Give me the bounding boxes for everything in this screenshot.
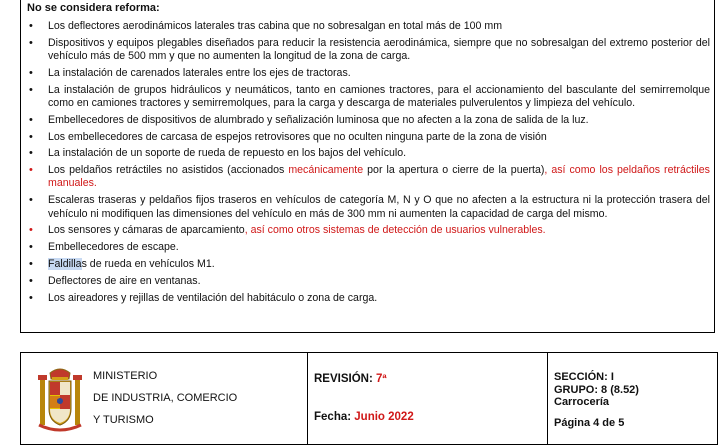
bullet-icon: • [29, 194, 33, 207]
bullet-icon: • [29, 147, 33, 160]
bullet-icon: • [29, 20, 33, 32]
revision-value: 7ª [376, 373, 387, 385]
bullet-icon: • [29, 36, 33, 49]
section-number: SECCIÓN: I [554, 371, 614, 383]
exclusions-list [27, 20, 710, 308]
bullet-icon: • [29, 274, 33, 287]
list-item-text: Embellecedores de dispositivos de alumbrado y señalización luminosa que no afecten a la zona de salida de la luz. [48, 113, 589, 126]
date-value: Junio 2022 [354, 411, 414, 423]
list-item [27, 147, 710, 160]
revision-label: REVISIÓN: [314, 373, 373, 385]
list-item-text: Faldilla [48, 257, 82, 270]
group-title: Carrocería [554, 396, 610, 408]
list-item-text: por la apertura o cierre de la puerta) [363, 164, 545, 177]
date-field [314, 411, 414, 423]
ministry-line-2: DE INDUSTRIA, COMERCIO [93, 392, 238, 404]
list-item [27, 114, 710, 127]
list-item-text: La instalación de carenados laterales entre los ejes de tractoras. [48, 66, 351, 79]
revision-field [314, 373, 387, 385]
page-number: Página 4 de 5 [554, 417, 625, 429]
revision-cell [308, 353, 548, 444]
list-item-text: Los deflectores aerodinámicos laterales tras cabina que no sobresalgan en total más de 100 mm [48, 20, 503, 32]
reform-exclusions-box [20, 0, 715, 333]
bullet-icon: • [29, 291, 33, 304]
list-item [27, 164, 710, 191]
list-item-text: , así como otros sistemas de detección de usuarios vulnerables. [244, 224, 546, 237]
ministry-line-1: MINISTERIO [93, 370, 158, 382]
list-item-text: Embellecedores de escape. [48, 241, 179, 254]
bullet-icon: • [29, 113, 33, 126]
list-item-text: s de rueda en vehículos M1. [81, 257, 215, 270]
bullet-icon: • [29, 83, 33, 96]
list-item [27, 67, 710, 80]
ministry-cell [21, 353, 308, 444]
list-item-text: Escaleras traseras y peldaños fijos traseros en vehículos de categoría M, N y O que no afecten a la estructura ni la protección trasera del vehículo ni modifiquen las dimensiones del vehículo en más de 300 mm ni aumenten la capacidad de carga del mismo. [48, 194, 710, 220]
list-item-text: Los sensores y cámaras de aparcamiento [48, 224, 245, 237]
list-item [27, 194, 710, 221]
list-item-text: La instalación de un soporte de rueda de repuesto en los bajos del vehículo. [48, 147, 407, 160]
list-item-text: , así como los peldaños retráctiles manuales. [48, 164, 710, 190]
bullet-icon: • [29, 66, 33, 79]
list-item-text: Dispositivos y equipos plegables diseñados para reducir la resistencia aerodinámica, siempre que no sobresalgan del extremo posterior del vehículo más de 500 mm y que no aumenten la longitud de la zona de carga. [48, 36, 710, 63]
group-number: GRUPO: 8 (8.52) [554, 383, 639, 396]
list-item-text: La instalación de grupos hidráulicos y neumáticos, tanto en camiones tractores, para el accionamiento del basculante del semirremolque como en camiones tractores y semirremolques, para la carga y descarga de materiales pulverulentos y limpieza del vehículo. [48, 83, 710, 109]
bullet-icon: • [29, 130, 33, 143]
section-cell [548, 353, 717, 444]
page-footer [20, 352, 718, 445]
list-item-text: Los embellecedores de carcasa de espejos retrovisores que no oculten ninguna parte de la zona de visión [48, 130, 547, 143]
list-item [27, 224, 710, 237]
date-label: Fecha: [314, 411, 352, 423]
bullet-icon: • [29, 164, 33, 177]
coat-of-arms-icon [35, 365, 85, 437]
list-item-text: Los aireadores y rejillas de ventilación del habitáculo o zona de carga. [48, 291, 378, 304]
list-item-text: Deflectores de aire en ventanas. [48, 274, 201, 287]
list-item [27, 37, 710, 64]
bullet-icon: • [29, 257, 33, 270]
list-item [27, 292, 710, 305]
list-item [27, 258, 710, 271]
section-heading: No se considera reforma: [27, 2, 160, 14]
list-item-text: mecánicamente [288, 164, 364, 177]
list-item [27, 20, 710, 33]
list-item [27, 84, 710, 111]
list-item [27, 241, 710, 254]
bullet-icon: • [29, 224, 33, 237]
list-item [27, 275, 710, 288]
list-item [27, 131, 710, 144]
list-item-text: Los peldaños retráctiles no asistidos (accionados [48, 164, 289, 177]
bullet-icon: • [29, 241, 33, 254]
ministry-line-3: Y TURISMO [93, 414, 154, 426]
